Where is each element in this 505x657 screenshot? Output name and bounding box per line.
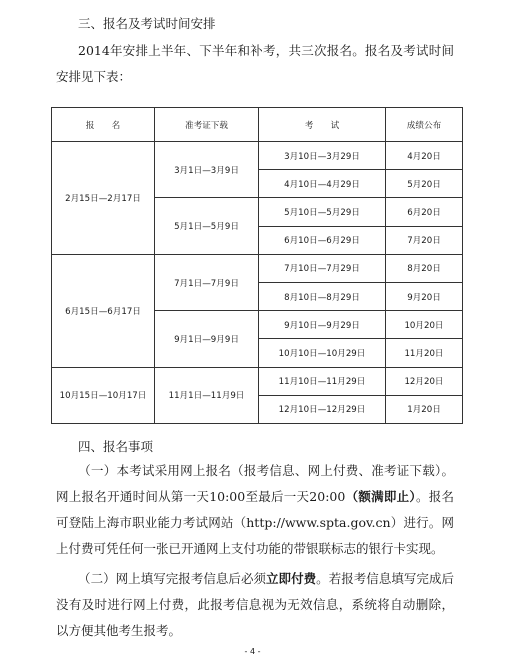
exam-cell: 7月10日—7月29日 — [259, 254, 386, 282]
section-4-heading: 四、报名事项 — [78, 439, 154, 454]
registration-cell: 10月15日—10月17日 — [52, 367, 155, 423]
result-cell: 8月20日 — [386, 254, 463, 282]
section-3-heading: 三、报名及考试时间安排 — [78, 16, 216, 31]
exam-cell: 9月10日—9月29日 — [259, 311, 386, 339]
header-download: 准考证下载 — [155, 108, 259, 142]
exam-cell: 8月10日—8月29日 — [259, 283, 386, 311]
exam-cell: 4月10日—4月29日 — [259, 170, 386, 198]
download-cell: 7月1日—7月9日 — [155, 254, 259, 310]
exam-cell: 10月10日—10月29日 — [259, 339, 386, 367]
exam-cell: 5月10日—5月29日 — [259, 198, 386, 226]
download-cell: 5月1日—5月9日 — [155, 198, 259, 254]
table-header-row — [52, 108, 463, 142]
download-cell: 3月1日—3月9日 — [155, 142, 259, 198]
schedule-table — [51, 107, 463, 424]
bold-pay-now: 立即付费 — [266, 571, 317, 586]
result-cell: 9月20日 — [386, 283, 463, 311]
page-number: - 4 - — [244, 647, 261, 656]
section-4-paragraph-2: （二）网上填写完报考信息后必须立即付费。若报考信息填写完成后没有及时进行网上付费，此报考信息视为无效信息，系统将自动删除，以方便其他考生报考。 — [56, 571, 454, 638]
download-cell: 9月1日—9月9日 — [155, 311, 259, 367]
result-cell: 10月20日 — [386, 311, 463, 339]
result-cell: 7月20日 — [386, 226, 463, 254]
header-registration: 报 名 — [52, 108, 155, 142]
header-exam: 考 试 — [259, 108, 386, 142]
section-3-intro: 2014年安排上半年、下半年和补考，共三次报名。报名及考试时间安排见下表： — [56, 43, 454, 84]
result-cell: 1月20日 — [386, 395, 463, 423]
exam-cell: 11月10日—11月29日 — [259, 367, 386, 395]
registration-cell: 6月15日—6月17日 — [52, 254, 155, 367]
table-row — [52, 367, 463, 395]
result-cell: 12月20日 — [386, 367, 463, 395]
exam-cell: 3月10日—3月29日 — [259, 142, 386, 170]
table-row — [52, 254, 463, 282]
bold-note: （额满即止） — [345, 489, 416, 504]
result-cell: 5月20日 — [386, 170, 463, 198]
header-result: 成绩公布 — [386, 108, 463, 142]
exam-cell: 12月10日—12月29日 — [259, 395, 386, 423]
download-cell: 11月1日—11月9日 — [155, 367, 259, 423]
result-cell: 4月20日 — [386, 142, 463, 170]
exam-cell: 6月10日—6月29日 — [259, 226, 386, 254]
result-cell: 11月20日 — [386, 339, 463, 367]
table-row — [52, 142, 463, 170]
registration-cell: 2月15日—2月17日 — [52, 142, 155, 255]
section-4-paragraph-1: （一）本考试采用网上报名（报考信息、网上付费、准考证下载）。网上报名开通时间从第一天10:00至最后一天20:00（额满即止）。报名可登陆上海市职业能力考试网站（http://www.spta.gov.cn）进行。网上付费可凭任何一张已开通网上支付功能的带银联标志的银行卡实现。 — [56, 463, 454, 556]
result-cell: 6月20日 — [386, 198, 463, 226]
